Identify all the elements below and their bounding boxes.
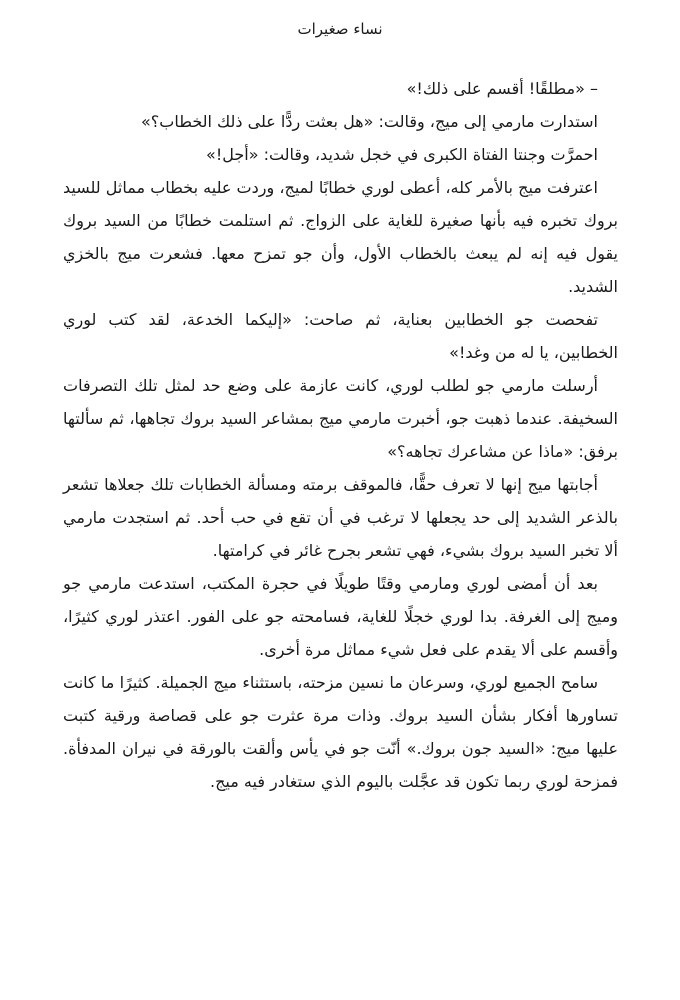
body-text (0, 72, 680, 798)
running-header-title: نساء صغيرات (297, 20, 383, 38)
paragraph-3: احمرَّت وجنتا الفتاة الكبرى في خجل شديد، وقالت: «أجل!» (206, 145, 598, 164)
paragraph-9: سامح الجميع لوري، وسرعان ما نسين مزحته، باستثناء ميج الجميلة. كثيرًا ما كانت تساورها أفكار بشأن السيد بروك. وذات مرة عثرت جو على قصاصة ورقية كتبت عليها ميج: «السيد جون بروك.» أنّت جو في يأس وألقت بالورقة في نيران المدفأة. فمزحة لوري ربما تكون قد عجَّلت باليوم الذي ستغادر فيه ميج. (63, 673, 618, 791)
paragraph-6: أرسلت مارمي جو لطلب لوري، كانت عازمة على وضع حد لمثل تلك التصرفات السخيفة. عندما ذهبت جو، أخبرت مارمي ميج بمشاعر السيد بروك تجاهها، ثم سألتها برفق: «ماذا عن مشاعرك تجاهه؟» (63, 376, 618, 461)
paragraph-5: تفحصت جو الخطابين بعناية، ثم صاحت: «إليكما الخدعة، لقد كتب لوري الخطابين، يا له من وغد!» (63, 310, 618, 362)
paragraph-8: بعد أن أمضى لوري ومارمي وقتًا طويلًا في حجرة المكتب، استدعت مارمي جو وميج إلى الغرفة. بدا لوري خجلًا للغاية، فسامحته جو على الفور. اعتذر لوري كثيرًا، وأقسم على ألا يقدم على فعل شيء مماثل مرة أخرى. (63, 574, 618, 659)
paragraph-2: استدارت مارمي إلى ميج، وقالت: «هل بعثت ردًّا على ذلك الخطاب؟» (140, 112, 598, 131)
paragraph-4: اعترفت ميج بالأمر كله، أعطى لوري خطابًا لميج، وردت عليه بخطاب مماثل للسيد بروك تخبره فيه بأنها صغيرة للغاية على الزواج. ثم استلمت خطابًا من السيد بروك يقول فيه إنه لم يبعث بالخطاب الأول، وأن جو تمزح معها. فشعرت ميج بالخزي الشديد. (63, 178, 618, 296)
paragraph-1: – «مطلقًا! أقسم على ذلك!» (406, 79, 598, 98)
paragraph-7: أجابتها ميج إنها لا تعرف حقًّا، فالموقف برمته ومسألة الخطابات تلك جعلاها تشعر بالذعر الشديد إلى حد يجعلها لا ترغب في أن تقع في حب أحد. ثم استجدت مارمي ألا تخبر السيد بروك بشيء، فهي تشعر بجرح غائر في كرامتها. (63, 475, 618, 560)
